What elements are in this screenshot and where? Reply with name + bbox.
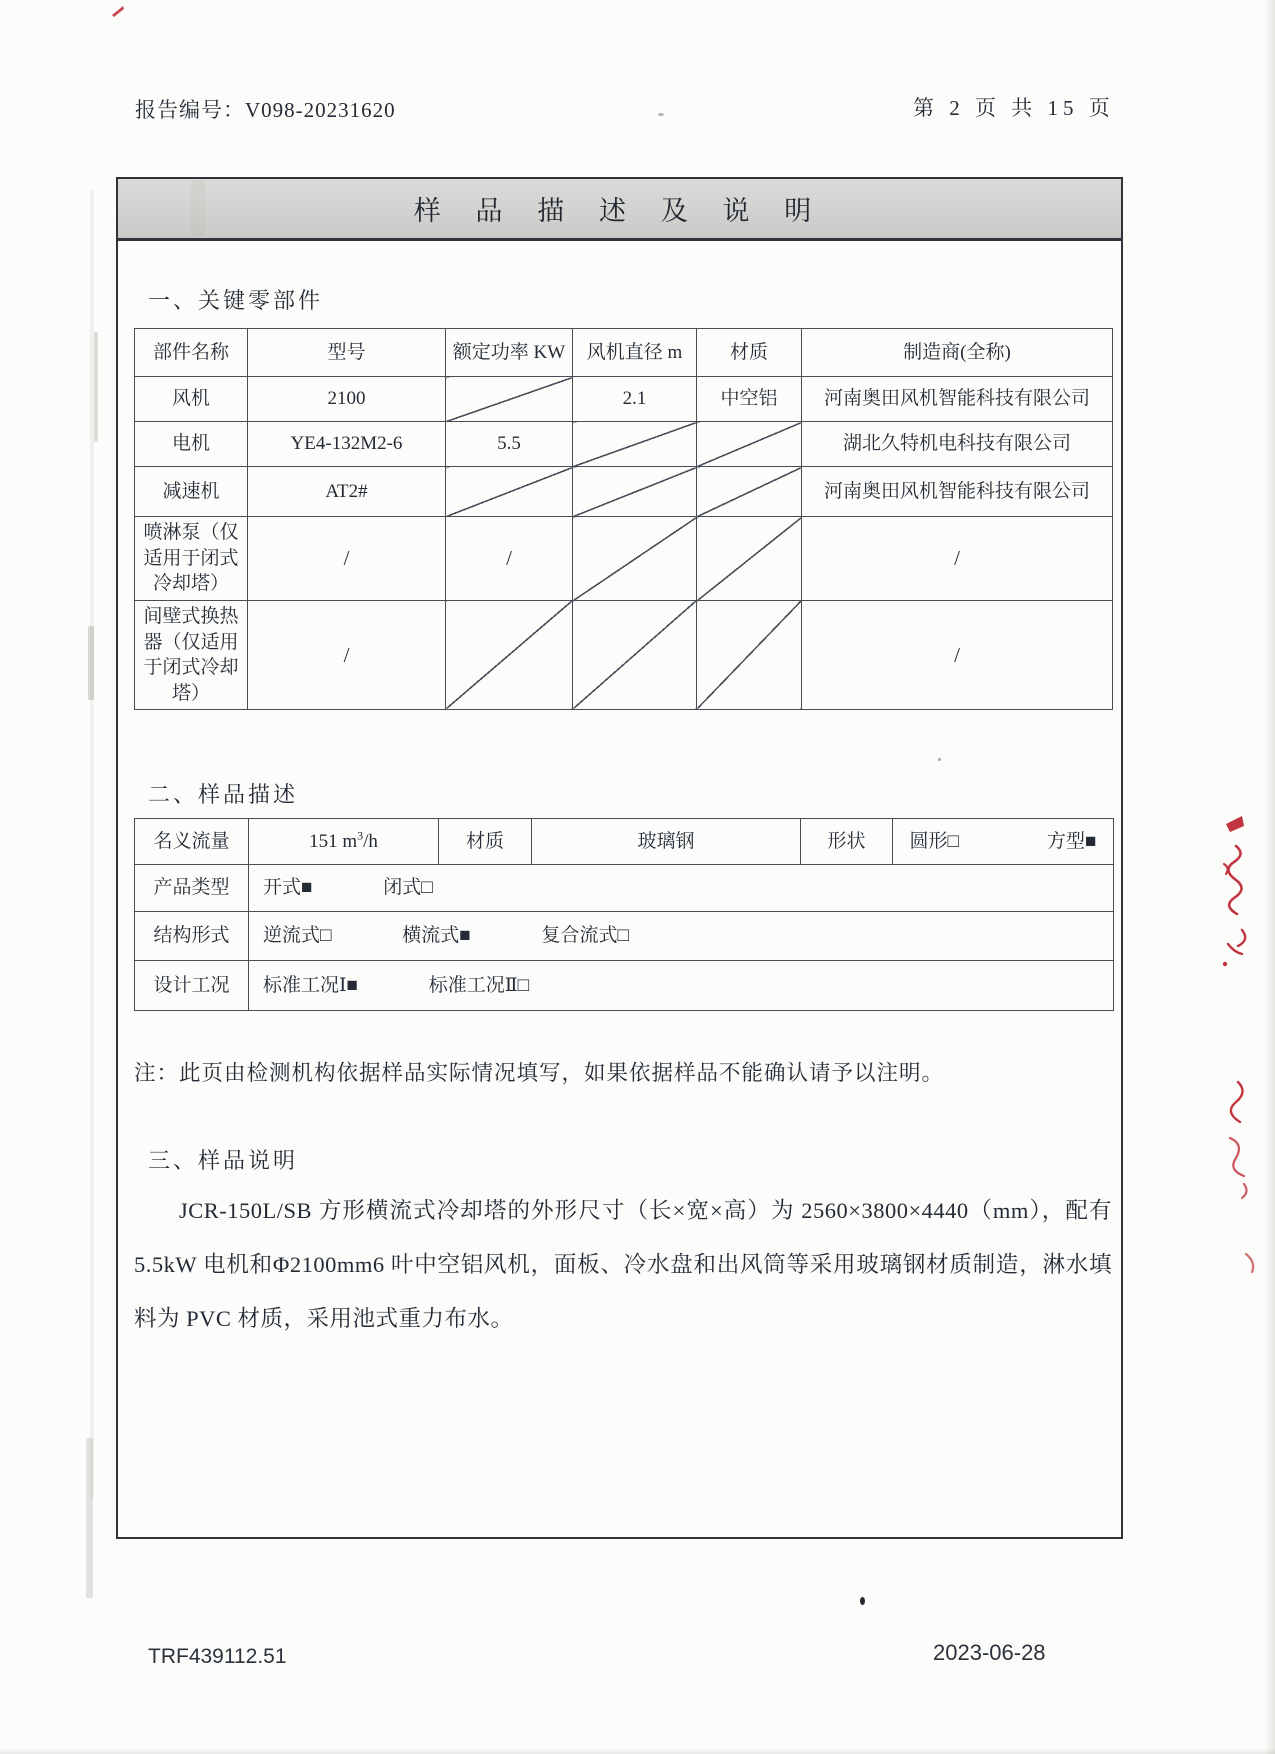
note-text: 注：此页由检测机构依据样品实际情况填写，如果依据样品不能确认请予以注明。 — [134, 1061, 945, 1085]
option-standard-condition-1: 标准工况Ⅰ■ — [263, 974, 358, 996]
design-condition-label-cell: 设计工况 — [135, 961, 249, 1011]
na-cell — [573, 517, 697, 601]
manufacturer-cell: / — [802, 600, 1113, 710]
col-header-material: 材质 — [697, 329, 802, 377]
title-bar — [116, 177, 1123, 240]
flow-value-unit: /h — [363, 830, 378, 852]
table-row — [135, 600, 1113, 710]
component-name-cell: 风机 — [135, 377, 248, 422]
col-header-power: 额定功率 KW — [446, 329, 573, 377]
shape-option-square: 方型■ — [1047, 830, 1097, 852]
ink-speck — [938, 758, 941, 761]
shape-options-cell — [893, 819, 1114, 865]
section1-heading: 一、关键零部件 — [148, 288, 324, 313]
fan-diameter-cell: 2.1 — [573, 377, 697, 422]
na-cell — [573, 600, 697, 710]
report-date: 2023-06-28 — [933, 1640, 1046, 1665]
manufacturer-cell: 河南奥田风机智能科技有限公司 — [802, 377, 1113, 422]
shape-label-cell: 形状 — [801, 819, 893, 865]
option-mixedflow: 复合流式□ — [541, 925, 629, 947]
manufacturer-cell: 湖北久特机电科技有限公司 — [802, 422, 1113, 467]
page-title: 样 品 描 述 及 说 明 — [413, 196, 826, 226]
flow-label-cell: 名义流量 — [135, 819, 249, 865]
col-header-manufacturer: 制造商(全称) — [802, 329, 1113, 377]
section3-heading: 三、样品说明 — [148, 1148, 299, 1173]
red-ink-mark — [1242, 1250, 1260, 1281]
table-row — [135, 377, 1113, 422]
flow-value-sup: 3 — [357, 828, 364, 843]
component-name-cell: 喷淋泵（仅适用于闭式冷却塔） — [135, 517, 248, 601]
na-cell — [697, 422, 802, 467]
option-crossflow: 横流式■ — [402, 925, 471, 947]
na-cell — [446, 377, 573, 422]
model-cell: / — [248, 600, 446, 710]
manufacturer-cell: / — [802, 517, 1113, 601]
table-row — [135, 912, 1114, 961]
ink-speck — [658, 113, 664, 116]
na-cell — [573, 422, 697, 467]
model-cell: AT2# — [248, 467, 446, 517]
section2-heading: 二、样品描述 — [148, 782, 299, 807]
page-edge-shadow — [1265, 0, 1275, 1754]
flow-value: 151 m — [309, 830, 358, 852]
table-row — [135, 467, 1113, 517]
table-row — [135, 422, 1113, 467]
component-name-cell: 电机 — [135, 422, 248, 467]
material-value-cell: 玻璃钢 — [532, 819, 801, 865]
power-cell: / — [446, 517, 573, 601]
table-header-row — [135, 329, 1113, 377]
structure-options-cell — [249, 912, 1114, 961]
option-open-type: 开式■ — [263, 877, 313, 899]
sample-description-table — [134, 818, 1114, 1011]
template-number: TRF439112.51 — [148, 1645, 287, 1668]
na-cell — [446, 467, 573, 517]
option-counterflow: 逆流式□ — [263, 925, 332, 947]
flow-value-cell — [249, 819, 439, 865]
page-edge-shadow — [0, 1748, 1275, 1754]
power-cell: 5.5 — [446, 422, 573, 467]
option-closed-type: 闭式□ — [383, 877, 433, 899]
scan-streak — [191, 180, 205, 236]
component-name-cell: 减速机 — [135, 467, 248, 517]
na-cell — [697, 600, 802, 710]
material-cell: 中空铝 — [697, 377, 802, 422]
shape-option-round: 圆形□ — [909, 830, 959, 852]
product-type-label-cell: 产品类型 — [135, 865, 249, 912]
model-cell: 2100 — [248, 377, 446, 422]
ink-speck — [860, 1597, 865, 1605]
sample-explanation-paragraph: JCR-150L/SB 方形横流式冷却塔的外形尺寸（长×宽×高）为 2560×3800×4440（mm），配有 5.5kW 电机和Φ2100mm6 叶中空铝风机，面板、冷水盘和出风筒等采用玻璃钢材质制造，淋水填料为 PVC 材质，采用池式重力布水。 — [134, 1198, 1112, 1331]
col-header-fan-diameter: 风机直径 m — [573, 329, 697, 377]
na-cell — [697, 517, 802, 601]
table-row — [135, 819, 1114, 865]
product-type-options-cell — [249, 865, 1114, 912]
key-components-table — [134, 328, 1113, 710]
na-cell — [697, 467, 802, 517]
page-number: 第 2 页 共 15 页 — [913, 96, 1115, 120]
red-ink-mark — [1216, 812, 1258, 977]
design-condition-options-cell — [249, 961, 1114, 1011]
model-cell: YE4-132M2-6 — [248, 422, 446, 467]
structure-label-cell: 结构形式 — [135, 912, 249, 961]
table-row — [135, 517, 1113, 601]
scan-streak — [88, 626, 94, 700]
scan-streak — [94, 332, 98, 442]
manufacturer-cell: 河南奥田风机智能科技有限公司 — [802, 467, 1113, 517]
scan-streak — [86, 1438, 93, 1598]
red-ink-mark — [1220, 1076, 1258, 1211]
model-cell: / — [248, 517, 446, 601]
option-standard-condition-2: 标准工况Ⅱ□ — [428, 974, 530, 996]
material-label-cell: 材质 — [439, 819, 532, 865]
red-ink-mark — [110, 3, 126, 24]
na-cell — [446, 600, 573, 710]
col-header-component: 部件名称 — [135, 329, 248, 377]
na-cell — [573, 467, 697, 517]
table-row — [135, 961, 1114, 1011]
component-name-cell: 间壁式换热器（仅适用于闭式冷却塔） — [135, 600, 248, 710]
report-number: 报告编号：V098-20231620 — [135, 98, 396, 122]
table-row — [135, 865, 1114, 912]
col-header-model: 型号 — [248, 329, 446, 377]
